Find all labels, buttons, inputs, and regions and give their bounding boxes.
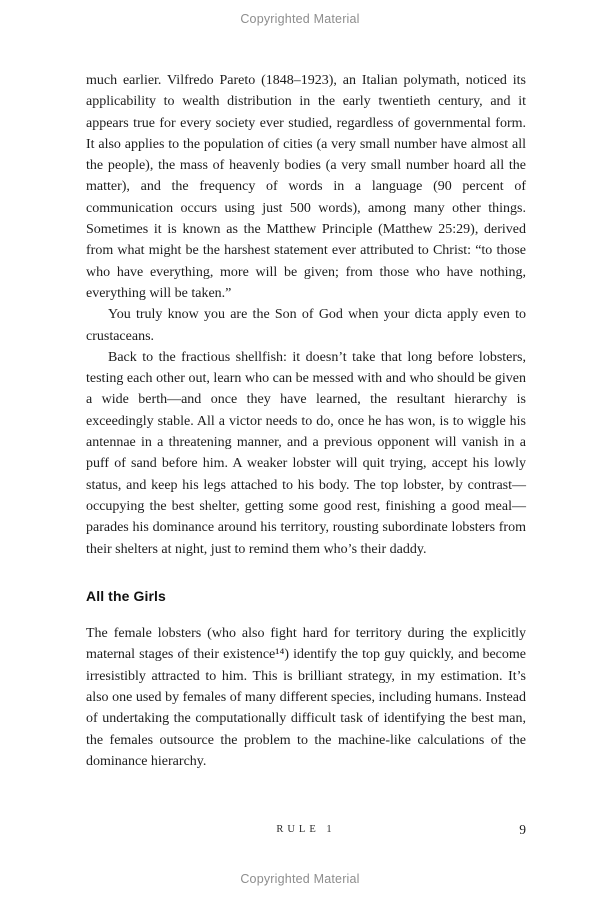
paragraph: Back to the fractious shellfish: it doesn’t take that long before lobsters, testing each other out, learn who can be messed with and who should be given a wide berth—and once they have learned, the resultant hierarchy is exceedingly stable. All a victor needs to do, once he has won, is to wiggle his antennae in a threatening manner, and a previous opponent will vanish in a puff of sand before him. A weaker lobster will quit trying, accept his lowly status, and keep his legs attached to his body. The top lobster, by contrast—occupying the best shelter, getting some good rest, finishing a good meal—parades his dominance around his territory, rousting subordinate lobsters from their shelters at night, just to remind them who’s their daddy. <box>86 349 526 557</box>
copyright-notice-top: Copyrighted Material <box>240 12 360 26</box>
paragraph: much earlier. Vilfredo Pareto (1848–1923), an Italian polymath, noticed its applicability to wealth distribution in the early twentieth century, and it appears true for every society ever studied, regardless of governmental form. It also applies to the population of cities (a very small number have almost all the people), the mass of heavenly bodies (a very small number hoard all the matter), and the frequency of words in a language (90 percent of communication occurs using just 500 words), among many other things. Sometimes it is known as the Matthew Principle (Matthew 25:29), derived from what might be the harshest statement ever attributed to Christ: “to those who have everything, more will be given; from those who have nothing, everything will be taken.” <box>86 73 526 301</box>
text-block <box>86 70 526 772</box>
running-title: RULE 1 <box>276 824 336 835</box>
paragraph: The female lobsters (who also fight hard for territory during the explicitly maternal stages of their existence¹⁴) identify the top guy quickly, and become irresistibly attracted to him. This is brilliant strategy, in my estimation. It’s also one used by females of many different species, including humans. Instead of undertaking the computationally difficult task of identifying the best man, the females outsource the problem to the machine-like calculations of the dominance hierarchy. <box>86 626 526 769</box>
page-footer <box>86 824 526 842</box>
section-heading: All the Girls <box>86 587 166 604</box>
copyright-notice-bottom: Copyrighted Material <box>240 872 360 886</box>
page-number: 9 <box>519 822 526 837</box>
paragraph: You truly know you are the Son of God when your dicta apply even to crustaceans. <box>86 307 526 344</box>
